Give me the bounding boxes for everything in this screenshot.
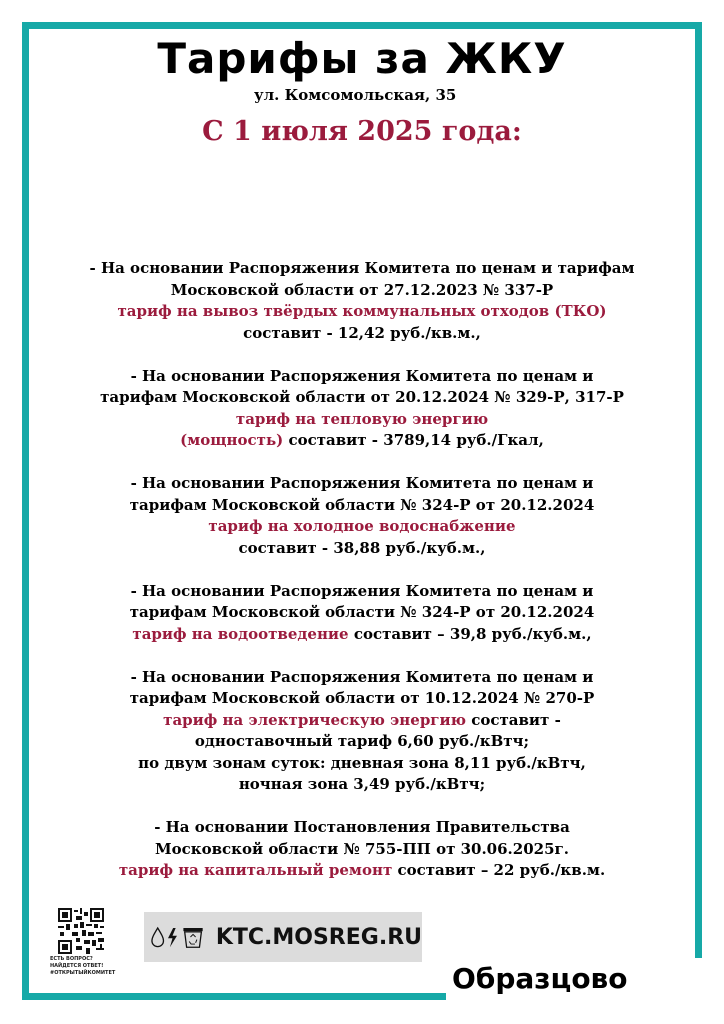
tariff-value-line [40, 710, 684, 732]
tariff-capital-repair [40, 817, 684, 882]
page-title: Тарифы за ЖКУ [157, 34, 567, 83]
tariff-value-line [40, 430, 684, 452]
tariff-name: тариф на холодное водоснабжение [208, 517, 516, 535]
basis-line: - На основании Распоряжения Комитета по ценам и тарифам [89, 259, 635, 277]
tariff-name: тариф на капитальный ремонт [118, 861, 393, 879]
basis-line: - На основании Распоряжения Комитета по ценам и [130, 667, 594, 686]
tariff-name: тариф на электрическую энергию [163, 710, 466, 729]
tariff-cold-water [40, 473, 684, 559]
tariff-value: составит - 3789,14 руб./Гкал, [283, 431, 544, 449]
tariff-value: составит – 39,8 руб./куб.м., [348, 624, 592, 643]
tariff-value: составит - 38,88 руб./куб.м., [238, 538, 486, 557]
site-banner[interactable] [144, 912, 422, 962]
qr-caption-line: ЕСТЬ ВОПРОС? НАЙДЕТСЯ ОТВЕТ! [50, 956, 104, 969]
tariff-value: одноставочный тариф 6,60 руб./кВтч; [194, 732, 530, 750]
tariff-heat [40, 366, 684, 452]
basis-line: тарифам Московской области от 10.12.2024 № 270-Р [129, 689, 595, 707]
lightning-icon [168, 928, 177, 947]
tariff-value: составит - [466, 710, 561, 729]
tariff-name: тариф на тепловую энергию [235, 409, 489, 428]
basis-line: Московской области № 755-ПП от 30.06.2025г. [155, 839, 569, 858]
address: ул. Комсомольская, 35 [254, 86, 457, 104]
tariff-value: составит - 12,42 руб./кв.м., [243, 323, 481, 342]
tariff-value: составит – 22 руб./кв.м. [392, 861, 606, 879]
basis-line: - На основании Распоряжения Комитета по ценам и [130, 581, 594, 600]
qr-caption [50, 956, 120, 977]
tariff-value-line [40, 624, 684, 646]
tariff-value: ночная зона 3,49 руб./кВтч; [238, 775, 486, 793]
basis-line: тарифам Московской области № 324-Р от 20.12.2024 [129, 495, 595, 514]
tariff-value: по двум зонам суток: дневная зона 8,11 руб./кВтч, [138, 753, 586, 772]
basis-line: тарифам Московской области № 324-Р от 20.12.2024 [129, 603, 595, 621]
tariff-electricity [40, 667, 684, 796]
basis-line: тарифам Московской области от 20.12.2024 № 329-Р, 317-Р [100, 388, 624, 406]
basis-line: - На основании Распоряжения Комитета по ценам и [130, 474, 594, 492]
utility-icons [150, 917, 208, 957]
tariff-list [40, 258, 684, 903]
recycle-bin-icon [183, 928, 202, 947]
site-url[interactable]: KTC.MOSREG.RU [215, 924, 422, 950]
water-drop-icon [152, 928, 164, 947]
tariff-sewage [40, 581, 684, 646]
qr-code[interactable] [58, 908, 104, 954]
effective-date: С 1 июля 2025 года: [202, 116, 522, 147]
tariff-value-line [40, 860, 684, 882]
basis-line: - На основании Постановления Правительства [154, 818, 570, 836]
tariff-name: (мощность) [180, 431, 284, 449]
tariff-name: тариф на вывоз твёрдых коммунальных отходов (ТКО) [117, 302, 607, 320]
qr-caption-line: #ОТКРЫТЫЙКОМИТЕТ [50, 970, 116, 976]
tariff-tko [40, 258, 684, 344]
city-name: Образцово [452, 962, 628, 995]
tariff-name: тариф на водоотведение [132, 624, 349, 643]
basis-line: Московской области от 27.12.2023 № 337-Р [170, 280, 554, 299]
basis-line: - На основании Распоряжения Комитета по ценам и [130, 366, 594, 385]
